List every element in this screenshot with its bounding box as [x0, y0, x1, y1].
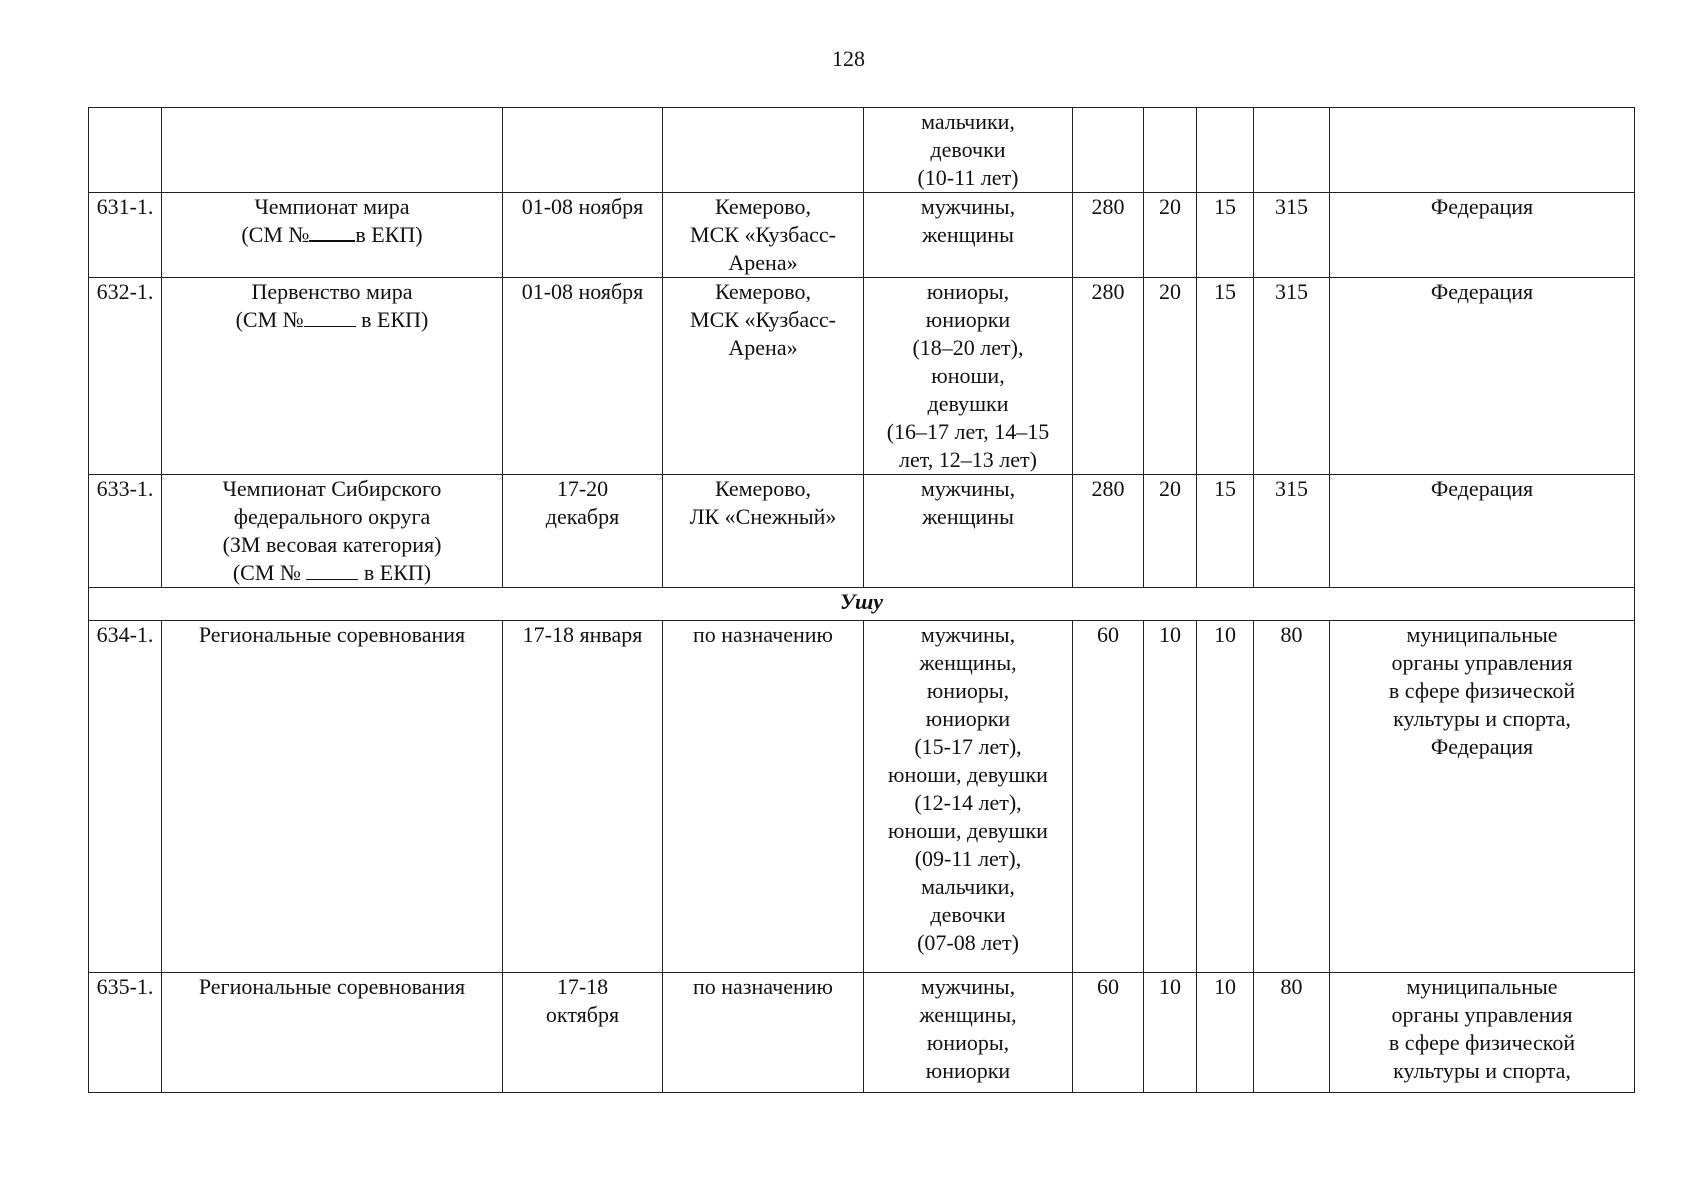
- cell-participants: мужчины, женщины, юниоры, юниорки: [864, 973, 1073, 1093]
- cell-count-2: 20: [1144, 193, 1197, 278]
- cell-dates: 17-18 января: [503, 621, 663, 973]
- cell-participants: мальчики, девочки (10-11 лет): [864, 108, 1073, 193]
- table-row: [89, 973, 1635, 1093]
- page-number: 128: [832, 46, 865, 71]
- cell-count-total: 315: [1254, 193, 1330, 278]
- cell-count-2: 10: [1144, 621, 1197, 973]
- cell-dates: [503, 108, 663, 193]
- cell-place: Кемерово, ЛК «Снежный»: [663, 475, 864, 588]
- cell-count-3: 10: [1197, 621, 1254, 973]
- blank-line: [304, 308, 356, 327]
- section-title: Ушу: [89, 588, 1635, 621]
- cell-participants: мужчины, женщины: [864, 475, 1073, 588]
- cell-name: Региональные соревнования: [162, 973, 503, 1093]
- cell-count-total: 315: [1254, 278, 1330, 475]
- table-row: [89, 278, 1635, 475]
- cell-count-2: 10: [1144, 973, 1197, 1093]
- cell-num: 633-1.: [89, 475, 162, 588]
- cell-count-3: 15: [1197, 193, 1254, 278]
- cell-participants: мужчины, женщины: [864, 193, 1073, 278]
- cell-organizer: Федерация: [1330, 278, 1635, 475]
- events-table: [88, 107, 1635, 1093]
- cell-name: Чемпионат мира (СМ № в ЕКП): [162, 193, 503, 278]
- cell-dates: 17-18 октября: [503, 973, 663, 1093]
- cell-organizer: муниципальные органы управления в сфере физической культуры и спорта,: [1330, 973, 1635, 1093]
- cell-count-1: 280: [1073, 278, 1144, 475]
- cell-count-1: 60: [1073, 621, 1144, 973]
- cell-place: по назначению: [663, 621, 864, 973]
- cell-dates: 17-20 декабря: [503, 475, 663, 588]
- cell-count-3: 15: [1197, 475, 1254, 588]
- blank-line: [309, 222, 355, 242]
- blank-line: [306, 561, 358, 580]
- table-row: [89, 621, 1635, 973]
- cell-num: 632-1.: [89, 278, 162, 475]
- cell-place: Кемерово, МСК «Кузбасс- Арена»: [663, 278, 864, 475]
- cell-num: [89, 108, 162, 193]
- cell-count-total: 315: [1254, 475, 1330, 588]
- cell-organizer: Федерация: [1330, 193, 1635, 278]
- cell-dates: 01-08 ноября: [503, 193, 663, 278]
- cell-num: 634-1.: [89, 621, 162, 973]
- cell-count-2: 20: [1144, 278, 1197, 475]
- cell-organizer: муниципальные органы управления в сфере физической культуры и спорта, Федерация: [1330, 621, 1635, 973]
- cell-dates: 01-08 ноября: [503, 278, 663, 475]
- cell-organizer: Федерация: [1330, 475, 1635, 588]
- cell-name: Первенство мира (СМ № в ЕКП): [162, 278, 503, 475]
- cell-participants: мужчины, женщины, юниоры, юниорки (15-17 лет), юноши, девушки (12-14 лет), юноши, девушки (09-11 лет), мальчики, девочки (07-08 лет): [864, 621, 1073, 973]
- cell-count-total: 80: [1254, 621, 1330, 973]
- cell-count-3: 15: [1197, 278, 1254, 475]
- section-row: [89, 588, 1635, 621]
- cell-name: Региональные соревнования: [162, 621, 503, 973]
- cell-count-2: 20: [1144, 475, 1197, 588]
- cell-place: [663, 108, 864, 193]
- cell-count-3: 10: [1197, 973, 1254, 1093]
- cell-count-1: 60: [1073, 973, 1144, 1093]
- cell-name: Чемпионат Сибирского федерального округа (ЗМ весовая категория) (СМ № в ЕКП): [162, 475, 503, 588]
- table-row: [89, 475, 1635, 588]
- cell-place: по назначению: [663, 973, 864, 1093]
- cell-name: [162, 108, 503, 193]
- cell-participants: юниоры, юниорки (18–20 лет), юноши, девушки (16–17 лет, 14–15 лет, 12–13 лет): [864, 278, 1073, 475]
- table-row: [89, 193, 1635, 278]
- cell-count-1: 280: [1073, 193, 1144, 278]
- cell-count-total: 80: [1254, 973, 1330, 1093]
- cell-count-1: 280: [1073, 475, 1144, 588]
- table-row: [89, 108, 1635, 193]
- cell-num: 635-1.: [89, 973, 162, 1093]
- cell-num: 631-1.: [89, 193, 162, 278]
- cell-place: Кемерово, МСК «Кузбасс- Арена»: [663, 193, 864, 278]
